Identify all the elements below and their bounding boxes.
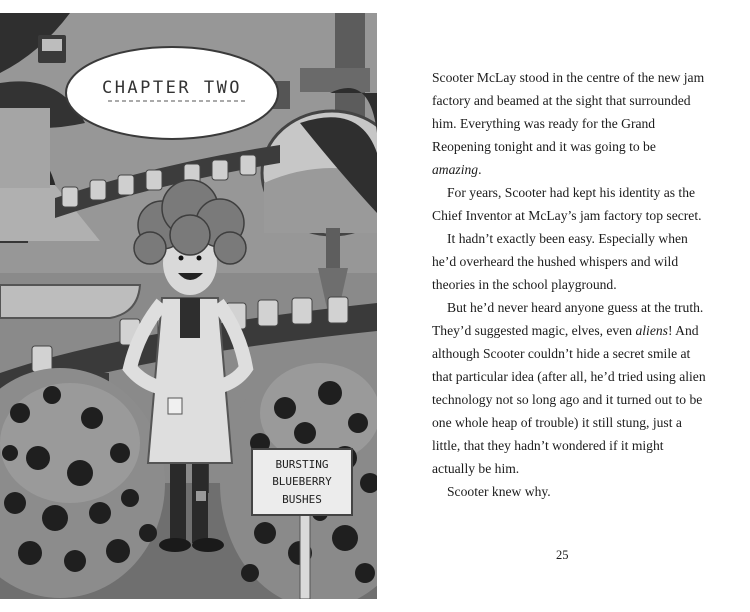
paragraph bbox=[432, 181, 707, 227]
text-run: ! And although Scooter couldn’t hide a secret smile at that particular idea (after all, he’d tried using alien technology not so long ago and it turned out to be one whole heap of trouble) it still stung, just a little, that they hadn’t wondered if it might actually be him. bbox=[432, 323, 706, 476]
sign-line-2: BLUEBERRY bbox=[272, 475, 332, 488]
chapter-label: CHAPTER TWO bbox=[101, 78, 243, 98]
page-number: 25 bbox=[556, 548, 569, 562]
sign-line-3: BUSHES bbox=[282, 493, 322, 506]
text-run: Scooter McLay stood in the centre of the new jam factory and beamed at the sight that surrounded him. Everything was ready for the Grand Reopening tonight and it was going to be bbox=[432, 70, 705, 154]
paragraph bbox=[432, 66, 707, 181]
text-run: Scooter knew why. bbox=[447, 484, 551, 499]
paragraph bbox=[432, 480, 707, 503]
italic-text: amazing bbox=[432, 162, 479, 177]
chapter-bubble bbox=[66, 47, 278, 139]
chapter-illustration bbox=[0, 13, 377, 599]
text-run: But he’d never heard anyone guess at the truth. They’d suggested magic, elves, even bbox=[432, 300, 704, 338]
text-run: It hadn’t exactly been easy. Especially when he’d overheard the hushed whispers and wild theories in the school playground. bbox=[432, 231, 688, 292]
sign-line-1: BURSTING bbox=[275, 458, 329, 471]
paragraph bbox=[432, 296, 707, 480]
text-run: For years, Scooter had kept his identity as the Chief Inventor at McLay’s jam factory top secret. bbox=[432, 185, 702, 223]
text-run: . bbox=[478, 162, 482, 177]
story-text bbox=[432, 66, 707, 503]
paragraph bbox=[432, 227, 707, 296]
italic-text: aliens bbox=[635, 323, 668, 338]
